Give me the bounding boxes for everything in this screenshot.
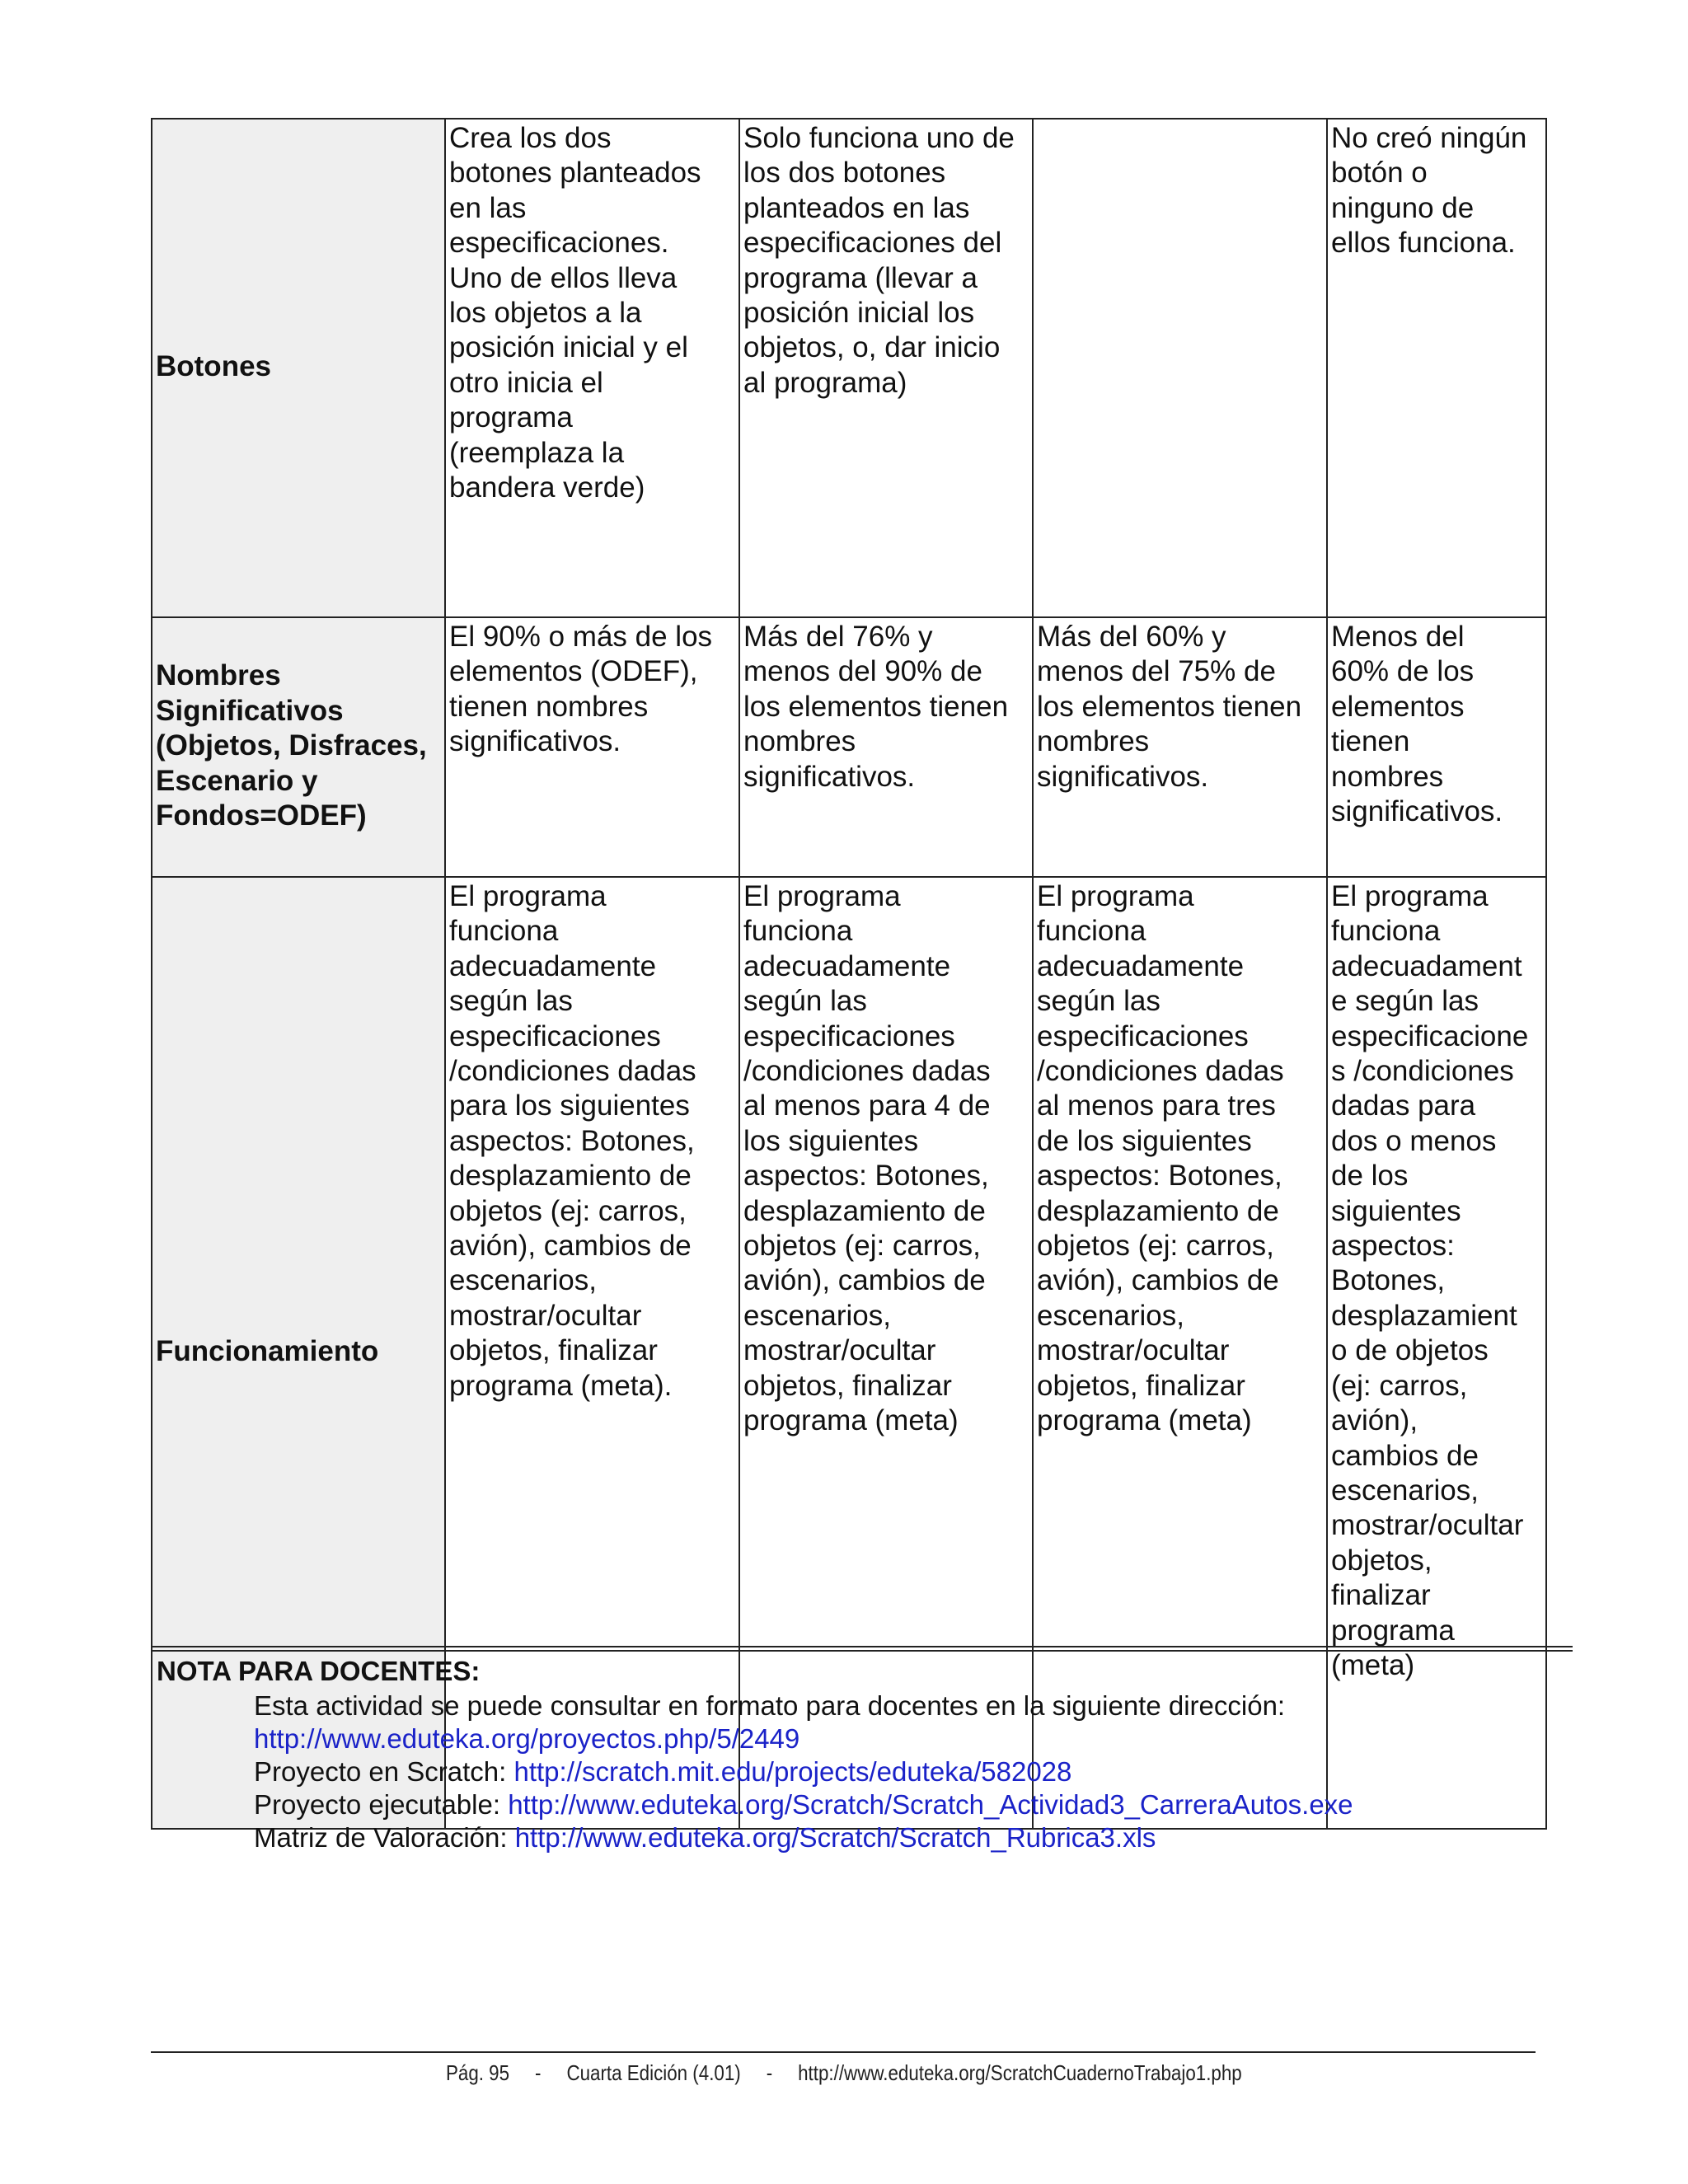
level-description-line: al programa)	[743, 366, 907, 399]
level-description-line: /condiciones dadas	[743, 1055, 991, 1088]
level-description-line: Menos del	[1331, 621, 1465, 653]
level-description-line: mostrar/ocultar	[1331, 1509, 1524, 1542]
level-description-line: ninguno de	[1331, 191, 1475, 224]
level-cell-3	[1033, 119, 1327, 617]
level-description-line: mostrar/ocultar	[1037, 1334, 1230, 1367]
level-description-line: avión), cambios de	[743, 1264, 986, 1297]
level-description-line: escenarios,	[1331, 1474, 1479, 1507]
level-description-line: Uno de ellos lleva	[449, 261, 678, 294]
level-cell-3	[1033, 617, 1327, 877]
section-divider	[151, 1646, 1573, 1652]
level-description-line: especificaciones del	[743, 227, 1002, 260]
level-description-line: El programa	[743, 880, 901, 912]
level-description-line: adecuadament	[1331, 949, 1522, 982]
level-description-line: especificaciones	[743, 1019, 955, 1052]
level-description-line: elementos (ODEF),	[449, 655, 698, 688]
rubric-table	[151, 118, 1547, 1830]
note-title: NOTA PARA DOCENTES:	[157, 1656, 481, 1686]
level-description-line: funciona	[1331, 915, 1441, 948]
scratch-project-label: Proyecto en Scratch:	[254, 1756, 514, 1787]
level-description-line: en las	[449, 191, 527, 224]
level-description-line: siguientes	[1331, 1194, 1461, 1227]
level-description-line: al menos para tres	[1037, 1090, 1276, 1122]
level-description-line: adecuadamente	[1037, 949, 1245, 982]
level-description-line: /condiciones dadas	[1037, 1055, 1284, 1088]
level-cell-3	[1033, 877, 1327, 1829]
level-description-line: elementos	[1331, 690, 1465, 723]
level-description-line: especificaciones	[1037, 1019, 1249, 1052]
level-description-line: desplazamiento de	[1037, 1194, 1279, 1227]
page-footer	[118, 2059, 1569, 2087]
criterion-label: Botones	[156, 350, 271, 383]
footer-divider	[151, 2051, 1536, 2053]
level-description-line: Crea los dos	[449, 122, 612, 154]
level-description-line: planteados en las	[743, 191, 970, 224]
level-description-line: significativos.	[1331, 795, 1503, 828]
level-description-line: objetos, finalizar	[743, 1369, 952, 1402]
level-cell-1	[445, 617, 739, 877]
note-body	[254, 1690, 1353, 1854]
level-description-line: menos del 75% de	[1037, 655, 1276, 688]
level-description-line: desplazamiento de	[449, 1160, 692, 1193]
footer-separator: -	[766, 2060, 773, 2085]
level-description-line: nombres	[1037, 725, 1150, 758]
criterion-label: Significativos	[156, 694, 344, 727]
level-description-line: los dos botones	[743, 157, 946, 190]
level-description-line: (ej: carros,	[1331, 1369, 1468, 1402]
level-description-line: objetos (ej: carros,	[449, 1194, 687, 1227]
level-description-line: los elementos tienen	[1037, 690, 1302, 723]
level-description-line: El programa	[1037, 880, 1194, 912]
level-description-line: especificacione	[1331, 1019, 1529, 1052]
level-description-line: adecuadamente	[449, 949, 657, 982]
level-description-line: El 90% o más de los	[449, 621, 713, 653]
footer-separator: -	[535, 2060, 542, 2085]
level-cell-1	[445, 119, 739, 617]
level-description-line: especificaciones.	[449, 227, 669, 260]
level-description-line: e según las	[1331, 985, 1479, 1018]
level-description-line: mostrar/ocultar	[743, 1334, 936, 1367]
level-description-line: funciona	[449, 915, 559, 948]
level-description-line: según las	[743, 985, 867, 1018]
footer-url[interactable]: http://www.eduteka.org/ScratchCuadernoTrabajo1.php	[798, 2060, 1242, 2085]
level-cell-2	[739, 617, 1033, 877]
level-description-line: finalizar	[1331, 1579, 1431, 1612]
level-description-line: según las	[449, 985, 573, 1018]
level-description-line: de los siguientes	[1037, 1124, 1252, 1157]
level-description-line: al menos para 4 de	[743, 1090, 991, 1122]
level-description-line: nombres	[1331, 760, 1444, 793]
level-description-line: tienen nombres	[449, 690, 649, 723]
level-description-line: desplazamiento de	[743, 1194, 986, 1227]
level-description-line: ellos funciona.	[1331, 227, 1516, 260]
level-description-line: los objetos a la	[449, 297, 642, 330]
level-description-line: Más del 60% y	[1037, 621, 1226, 653]
level-description-line: aspectos: Botones,	[1037, 1160, 1282, 1193]
level-description-line: significativos.	[1037, 760, 1209, 793]
level-description-line: dos o menos	[1331, 1124, 1497, 1157]
level-description-line: desplazamient	[1331, 1299, 1517, 1332]
level-cell-2	[739, 877, 1033, 1829]
level-cell-4	[1327, 617, 1546, 877]
rubric-row	[152, 617, 1546, 877]
level-description-line: El programa	[449, 880, 607, 912]
level-description-line: (reemplaza la	[449, 436, 625, 469]
level-description-line: programa	[449, 401, 573, 434]
level-description-line: objetos,	[1331, 1544, 1432, 1577]
level-description-line: avión), cambios de	[1037, 1264, 1279, 1297]
level-description-line: escenarios,	[743, 1299, 891, 1332]
level-description-line: botón o	[1331, 157, 1428, 190]
level-description-line: aspectos:	[1331, 1230, 1455, 1263]
level-description-line: El programa	[1331, 880, 1489, 912]
level-description-line: dadas para	[1331, 1090, 1476, 1122]
criterion-label: Fondos=ODEF)	[156, 799, 367, 832]
level-description-line: objetos (ej: carros,	[1037, 1230, 1274, 1263]
level-description-line: tienen	[1331, 725, 1410, 758]
level-description-line: Botones,	[1331, 1264, 1446, 1297]
level-description-line: aspectos: Botones,	[743, 1160, 989, 1193]
level-cell-1	[445, 877, 739, 1829]
level-description-line: /condiciones dadas	[449, 1055, 696, 1088]
level-description-line: para los siguientes	[449, 1090, 690, 1122]
level-description-line: escenarios,	[449, 1264, 597, 1297]
edition-label: Cuarta Edición (4.01)	[566, 2060, 741, 2085]
criterion-cell	[152, 617, 445, 877]
level-description-line: aspectos: Botones,	[449, 1124, 695, 1157]
level-description-line: adecuadamente	[743, 949, 951, 982]
rubric-row	[152, 119, 1546, 617]
level-description-line: objetos, finalizar	[449, 1334, 658, 1367]
level-description-line: de los	[1331, 1160, 1409, 1193]
level-description-line: programa (meta).	[449, 1369, 673, 1402]
level-description-line: los siguientes	[743, 1124, 919, 1157]
criterion-label: Funcionamiento	[156, 1335, 379, 1368]
level-description-line: Solo funciona uno de	[743, 122, 1015, 154]
level-description-line: posición inicial y el	[449, 331, 688, 364]
note-intro: Esta actividad se puede consultar en formato para docentes en la siguiente dirección:	[254, 1690, 1286, 1721]
level-description-line: avión), cambios de	[449, 1230, 692, 1263]
executable-project-link[interactable]: http://www.eduteka.org/Scratch/Scratch_Actividad3_CarreraAutos.exe	[508, 1789, 1353, 1820]
level-description-line: bandera verde)	[449, 471, 645, 504]
level-description-line: posición inicial los	[743, 297, 975, 330]
level-description-line: programa	[1331, 1614, 1455, 1647]
level-description-line: nombres	[743, 725, 856, 758]
level-description-line: objetos (ej: carros,	[743, 1230, 981, 1263]
level-description-line: s /condiciones	[1331, 1055, 1514, 1088]
executable-project-label: Proyecto ejecutable:	[254, 1789, 509, 1820]
criterion-label: Escenario y	[156, 764, 318, 797]
level-description-line: avión),	[1331, 1404, 1418, 1437]
level-cell-4	[1327, 877, 1546, 1829]
level-description-line: botones planteados	[449, 157, 701, 190]
level-description-line: objetos, o, dar inicio	[743, 331, 1001, 364]
level-description-line: 60% de los	[1331, 655, 1475, 688]
level-description-line: cambios de	[1331, 1439, 1479, 1472]
level-description-line: (meta)	[1331, 1648, 1415, 1681]
criterion-cell	[152, 119, 445, 617]
level-description-line: significativos.	[743, 760, 916, 793]
rubric-matrix-label: Matriz de Valoración:	[254, 1822, 515, 1853]
teacher-version-link[interactable]: http://www.eduteka.org/proyectos.php/5/2449	[254, 1723, 800, 1754]
level-description-line: significativos.	[449, 725, 621, 758]
level-description-line: escenarios,	[1037, 1299, 1184, 1332]
level-description-line: funciona	[1037, 915, 1146, 948]
criterion-label: Nombres	[156, 659, 281, 692]
rubric-body	[152, 119, 1546, 1829]
level-description-line: otro inicia el	[449, 366, 603, 399]
level-description-line: los elementos tienen	[743, 690, 1009, 723]
level-description-line: funciona	[743, 915, 853, 948]
level-description-line: o de objetos	[1331, 1334, 1489, 1367]
page-number: Pág. 95	[445, 2060, 510, 2085]
level-description-line: No creó ningún	[1331, 122, 1527, 154]
level-description-line: programa (llevar a	[743, 261, 978, 294]
level-description-line: según las	[1037, 985, 1160, 1018]
level-description-line: objetos, finalizar	[1037, 1369, 1245, 1402]
level-description-line: mostrar/ocultar	[449, 1299, 642, 1332]
scratch-project-link[interactable]: http://scratch.mit.edu/projects/eduteka/582028	[513, 1756, 1072, 1787]
level-description-line: menos del 90% de	[743, 655, 982, 688]
level-description-line: programa (meta)	[1037, 1404, 1252, 1437]
level-description-line: especificaciones	[449, 1019, 661, 1052]
level-cell-4	[1327, 119, 1546, 617]
level-description-line: Más del 76% y	[743, 621, 933, 653]
rubric-matrix-link[interactable]: http://www.eduteka.org/Scratch/Scratch_Rubrica3.xls	[514, 1822, 1156, 1853]
level-description-line: programa (meta)	[743, 1404, 959, 1437]
level-cell-2	[739, 119, 1033, 617]
criterion-label: (Objetos, Disfraces,	[156, 729, 427, 762]
